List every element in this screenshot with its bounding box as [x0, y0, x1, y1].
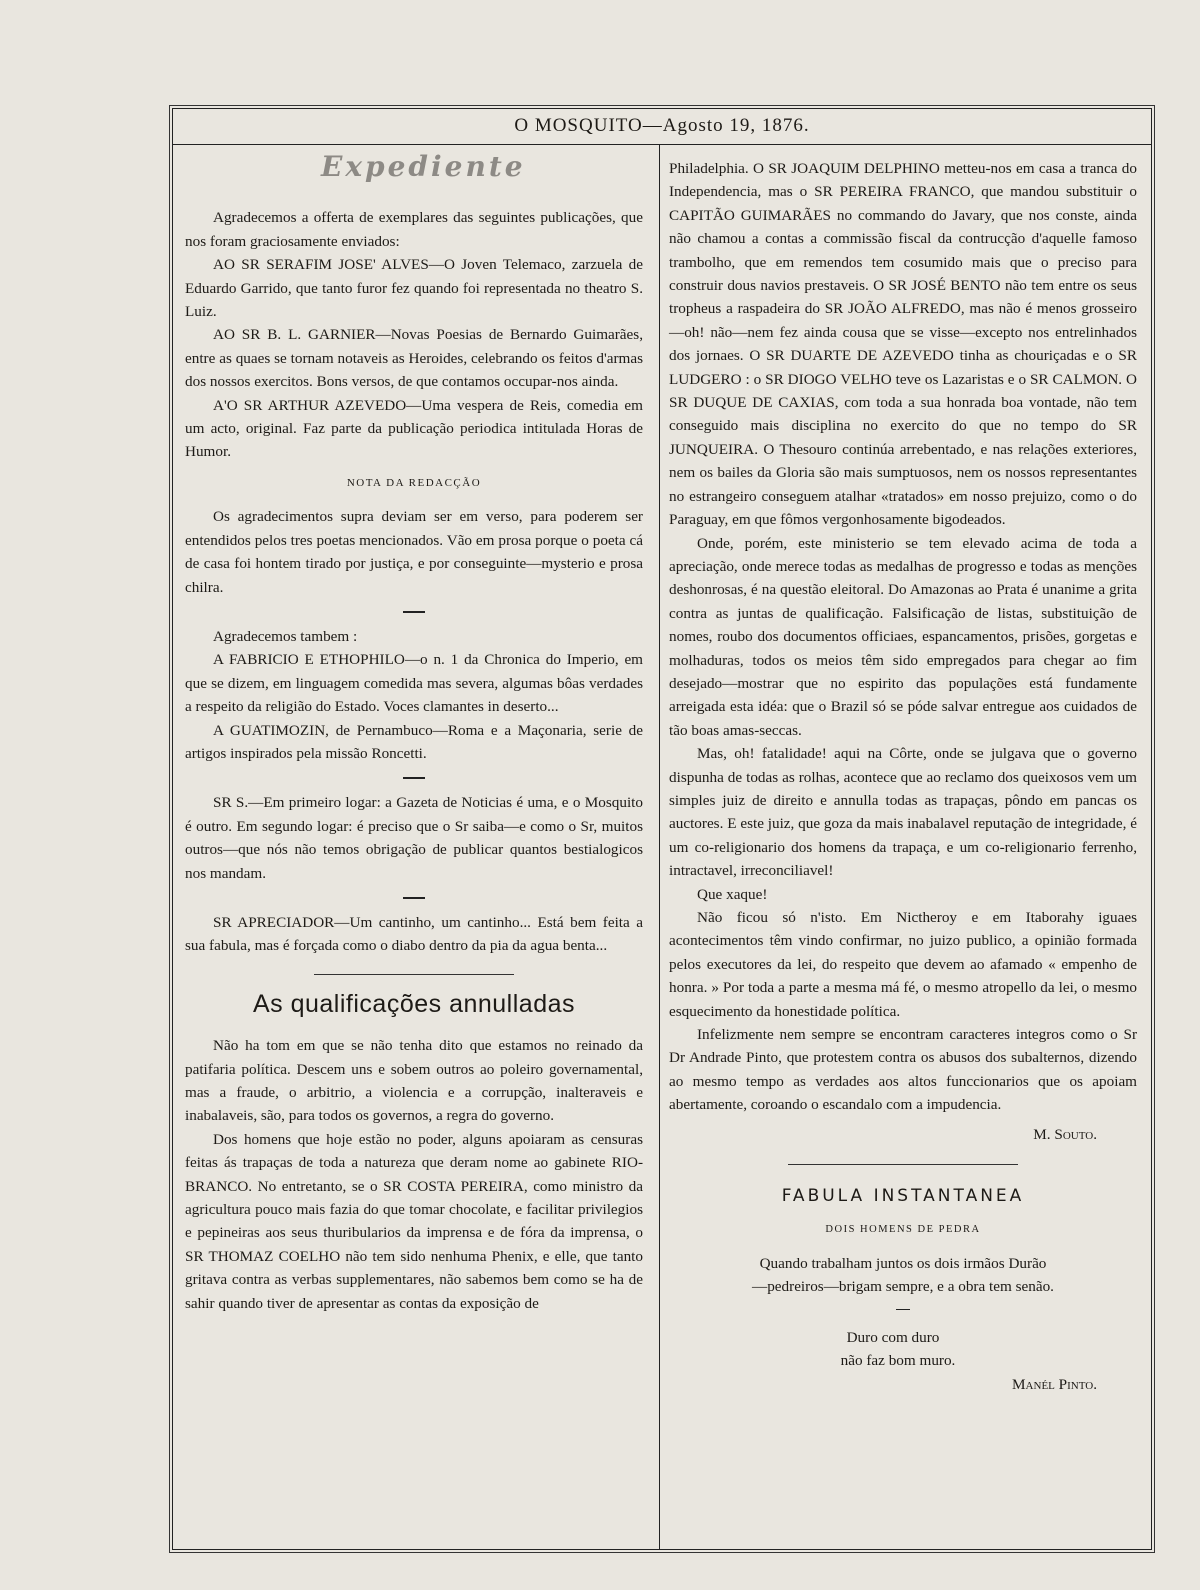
paragraph: AO SR B. L. GARNIER—Novas Poesias de Bernardo Guimarães, entre as quaes se tornam notaveis as Heroides, celebrando os feitos d'armas dos nossos exercitos. Bons versos, de que contamos occupar-nos ainda.: [185, 326, 643, 391]
separator-dash: [403, 611, 425, 613]
paragraph: Infelizmente nem sempre se encontram caracteres integros como o Sr Dr Andrade Pinto, que protestem contra os abusos dos subalternos, dizendo ao mesmo tempo as verdades aos altos funccionarios que os apoiam abertamente, coroando o escandalo com a impudencia.: [669, 1026, 1137, 1114]
paragraph: Os agradecimentos supra deviam ser em verso, para poderem ser entendidos pelos tres poetas mencionados. Vão em prosa porque o poeta cá de casa foi hontem tirado por justiça, e por conseguinte—mysterio e prosa chilra.: [185, 508, 643, 596]
left-column: [185, 150, 643, 1315]
fabula-subtitle: DOIS HOMENS DE PEDRA: [825, 1224, 981, 1236]
paragraph: AO SR SERAFIM JOSE' ALVES—O Joven Telemaco, zarzuela de Eduardo Garrido, que tanto furor fez quando foi representada no theatro S. Luiz.: [185, 256, 643, 321]
paragraph: Mas, oh! fatalidade! aqui na Côrte, onde se julgava que o governo dispunha de todas as rolhas, acontece que ao reclamo dos queixosos vem um simples juiz de direito e annulla todas as trapaças, pôndo em pancas os auctores. E este juiz, que goza da mais inabalavel reputação de integridade, é um co-religionario dos homens da trapaça, e um co-religionario ferrenho, intractavel, irreconciliavel!: [669, 745, 1137, 880]
paragraph: Philadelphia. O SR JOAQUIM DELPHINO metteu-nos em casa a tranca do Independencia, mas o SR PEREIRA FRANCO, que mandou substituir o CAPITÃO GUIMARÃES no commando do Javary, que nos conste, ainda não chamou a contas a commissão fiscal da contrucção d'aquelle famoso trambolho, que em remendos tem cosumido mais que o preciso para construir dous navios prestaveis. O SR JOSÉ BENTO não tem entre os seus tropheus a raspadeira do SR JOÃO ALFREDO, mas não é menos grosseiro—oh! não—nem fez ainda cousa que se visse—excepto nos entrelinhados dos jornaes. O SR DUARTE DE AZEVEDO tinha as chouriçadas e o SR LUDGERO : o SR DIOGO VELHO teve os Lazaristas e o SR CALMON. O SR DUQUE DE CAXIAS, com toda a sua honrada boa vontade, não tem conseguido mais disciplina no exercito do que no tempo do SR JUNQUEIRA. O Thesouro continúa arrebentado, e nas relações exteriores, nem os bailes da Gloria são mais sumptuosos, nem os nossos representantes no estrangeiro conseguem atalhar «tratados» em nosso prejuizo, como o do Paraguay, em que fômos vergonhosamente bigodeados.: [669, 160, 1137, 529]
verse-line: Quando trabalham juntos os dois irmãos Durão: [759, 1254, 1047, 1272]
running-head: O MOSQUITO—Agosto 19, 1876.: [514, 115, 810, 136]
verse-line: —pedreiros—brigam sempre, e a obra tem senão.: [752, 1278, 1054, 1296]
separator-dash: [896, 1309, 910, 1310]
paragraph: A FABRICIO E ETHOPHILO—o n. 1 da Chronica do Imperio, em que se dizem, em linguagem comedida mas severa, algumas bôas verdades a respeito da religião do Estado. Voces clamantes in deserto...: [185, 651, 643, 716]
paragraph: Não ha tom em que se não tenha dito que estamos no reinado da patifaria política. Descem uns e sobem outros ao poleiro governamental, mas a fraude, o arbitrio, a violencia e a corrupção, inalteraveis e inabalaveis, são, para todos os governos, a regra do governo.: [185, 1037, 643, 1125]
section-rule: [314, 974, 514, 975]
fabula-title: FABULA INSTANTANEA: [781, 1186, 1025, 1207]
header-rule: [173, 144, 1151, 145]
verse-line: não faz bom muro.: [840, 1352, 956, 1370]
separator-dash: [403, 777, 425, 779]
fabula-signature: Manél Pinto.: [1012, 1375, 1097, 1393]
paragraph: Onde, porém, este ministerio se tem elevado acima de toda a apreciação, onde merece todas as medalhas de progresso e todas as menções deshonrosas, é na questão eleitoral. Do Amazonas ao Prata é unanime a grita contra as juntas de qualificação. Falsificação de listas, substituição de nomes, roubo dos documentos officiaes, espancamentos, prisões, gorgetas e molhaduras, todos os meios têm sido empregados para chegar ao fim desejado—mostrar que no espirito das populações está fundamente arreigada esta idéa: que o Brazil só se póde salvar entregue aos cuidados de tão boas amas-seccas.: [669, 534, 1137, 739]
paragraph: SR APRECIADOR—Um cantinho, um cantinho... Está bem feita a sua fabula, mas é forçada como o diabo dentro da pia da agua benta...: [185, 913, 643, 955]
verse-line: Duro com duro: [846, 1328, 940, 1346]
newspaper-page: [172, 108, 1152, 1550]
section-title: As qualificações annulladas: [252, 989, 576, 1018]
separator-dash: [403, 897, 425, 899]
paragraph: Agradecemos tambem :: [213, 627, 358, 645]
right-column: [669, 157, 1137, 1396]
paragraph: A GUATIMOZIN, de Pernambuco—Roma e a Maçonaria, serie de artigos inspirados pela missão Roncetti.: [185, 721, 643, 762]
paragraph: Que xaque!: [697, 885, 768, 903]
paragraph: Não ficou só n'isto. Em Nictheroy e em Itaborahy iguaes acontecimentos têm vindo confirmar, no juizo publico, a opinião formada pelos executores da lei, do respeito que devem ao afamado « empenho de honra. » Por toda a parte a mesma má fé, o mesmo atropello da lei, o mesmo esquecimento da honestidade política.: [669, 909, 1137, 1020]
paragraph: A'O SR ARTHUR AZEVEDO—Uma vespera de Reis, comedia em um acto, original. Faz parte da publicação periodica intitulada Horas de Humor.: [185, 396, 643, 461]
section-rule: [788, 1164, 1018, 1165]
paragraph: Agradecemos a offerta de exemplares das seguintes publicações, que nos foram graciosamente enviados:: [185, 209, 643, 250]
expediente-heading: Expediente: [321, 150, 526, 183]
nota-heading: NOTA DA REDACÇÃO: [346, 476, 482, 489]
paragraph: SR S.—Em primeiro logar: a Gazeta de Noticias é uma, e o Mosquito é outro. Em segundo logar: é preciso que o Sr saiba—e como o Sr, muitos outros—que nós não temos obrigação de publicar quantos bestialogicos nos mandam.: [185, 794, 643, 882]
article-signature: M. Souto.: [1033, 1125, 1097, 1143]
paragraph: Dos homens que hoje estão no poder, alguns apoiaram as censuras feitas ás trapaças de toda a natureza que deram nome ao gabinete RIO-BRANCO. No entretanto, se o SR COSTA PEREIRA, como ministro da agricultura pouco mais fazia do que tomar chocolate, e facilitar privilegios e pepineiras aos seus thuribularios da imprensa e de fóra da imprensa, o SR THOMAZ COELHO não tem sido nenhuma Phenix, e elle, que tanto gritava contra as verbas supplementares, não sabemos bem como se ha de sahir quando tiver de apresentar as contas da exposição de: [185, 1130, 643, 1312]
